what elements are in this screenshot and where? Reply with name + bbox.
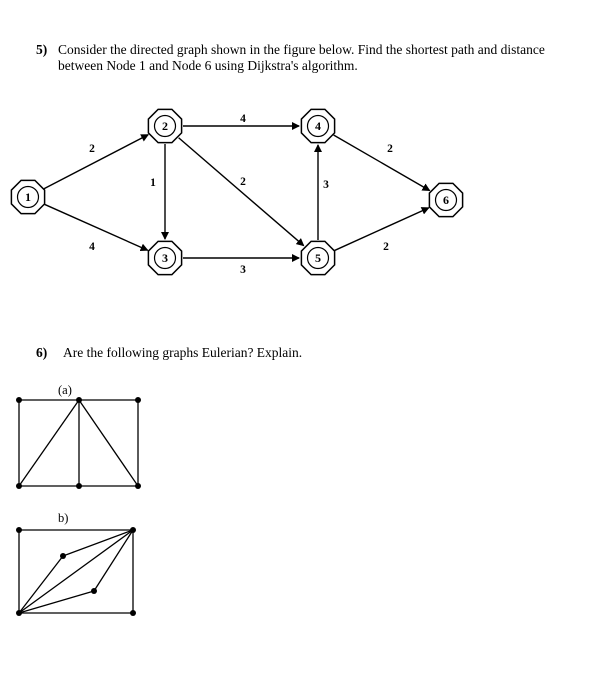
graph-b-vertex: [16, 610, 22, 616]
graph-b-label: b): [58, 511, 69, 525]
edge-2-5: [179, 138, 304, 246]
graph-a: [16, 383, 141, 489]
graph-b-edge: [19, 591, 94, 613]
graph-a-vertex: [76, 483, 82, 489]
question-5-text: Consider the directed graph shown in the figure below. Find the shortest path and distance between Node 1 and Node 6 using Dijkstra's algorithm.: [58, 42, 545, 73]
node-2: [148, 109, 181, 142]
edge-4-6: [334, 135, 430, 190]
node-4: [301, 109, 334, 142]
graph-a-vertex: [76, 397, 82, 403]
graph-a-edge: [19, 400, 79, 486]
graph-a-vertex: [135, 397, 141, 403]
node-6: [429, 183, 462, 216]
question-6-number: 6): [36, 345, 48, 360]
edge-weight-2-3: 1: [150, 177, 156, 189]
node-3: [148, 241, 181, 274]
edge-weight-1-2: 2: [89, 143, 95, 155]
node-label: 1: [25, 190, 31, 204]
edge-weight-1-3: 4: [89, 241, 95, 253]
graph-b-edge: [94, 530, 133, 591]
directed-graph-edges: [44, 126, 430, 258]
graph-b: [16, 511, 136, 616]
graph-a-vertex: [16, 483, 22, 489]
graph-b-edge: [19, 530, 133, 613]
node-label: 3: [162, 251, 168, 265]
directed-graph-nodes: [11, 109, 462, 274]
node-label: 6: [443, 193, 449, 207]
node-5: [301, 241, 334, 274]
graph-a-vertex: [16, 397, 22, 403]
node-label: 2: [162, 119, 168, 133]
graph-a-edge: [79, 400, 138, 486]
node-label: 4: [315, 119, 321, 133]
edge-weight-3-5: 3: [240, 264, 246, 276]
directed-graph-edge-labels: [89, 113, 393, 276]
graph-b-edge: [19, 556, 63, 613]
question-6-text: Are the following graphs Eulerian? Explain.: [63, 345, 303, 360]
graph-b-vertex: [16, 527, 22, 533]
edge-weight-4-6: 2: [387, 143, 393, 155]
graph-b-edge: [63, 530, 133, 556]
edge-weight-5-6: 2: [383, 241, 389, 253]
edge-1-3: [44, 204, 147, 250]
edge-weight-5-4: 3: [323, 179, 329, 191]
graph-b-vertex: [91, 588, 97, 594]
edge-weight-2-4: 4: [240, 113, 246, 125]
question-5-number: 5): [36, 42, 48, 57]
edge-5-6: [334, 208, 428, 251]
edge-1-2: [44, 135, 148, 189]
graph-b-vertex: [60, 553, 66, 559]
graph-b-vertex: [130, 527, 136, 533]
directed-graph: [11, 109, 462, 276]
graph-a-vertex: [135, 483, 141, 489]
edge-weight-2-5: 2: [240, 176, 246, 188]
node-1: [11, 180, 44, 213]
node-label: 5: [315, 251, 321, 265]
graph-a-label: (a): [58, 383, 72, 397]
graph-b-vertex: [130, 610, 136, 616]
